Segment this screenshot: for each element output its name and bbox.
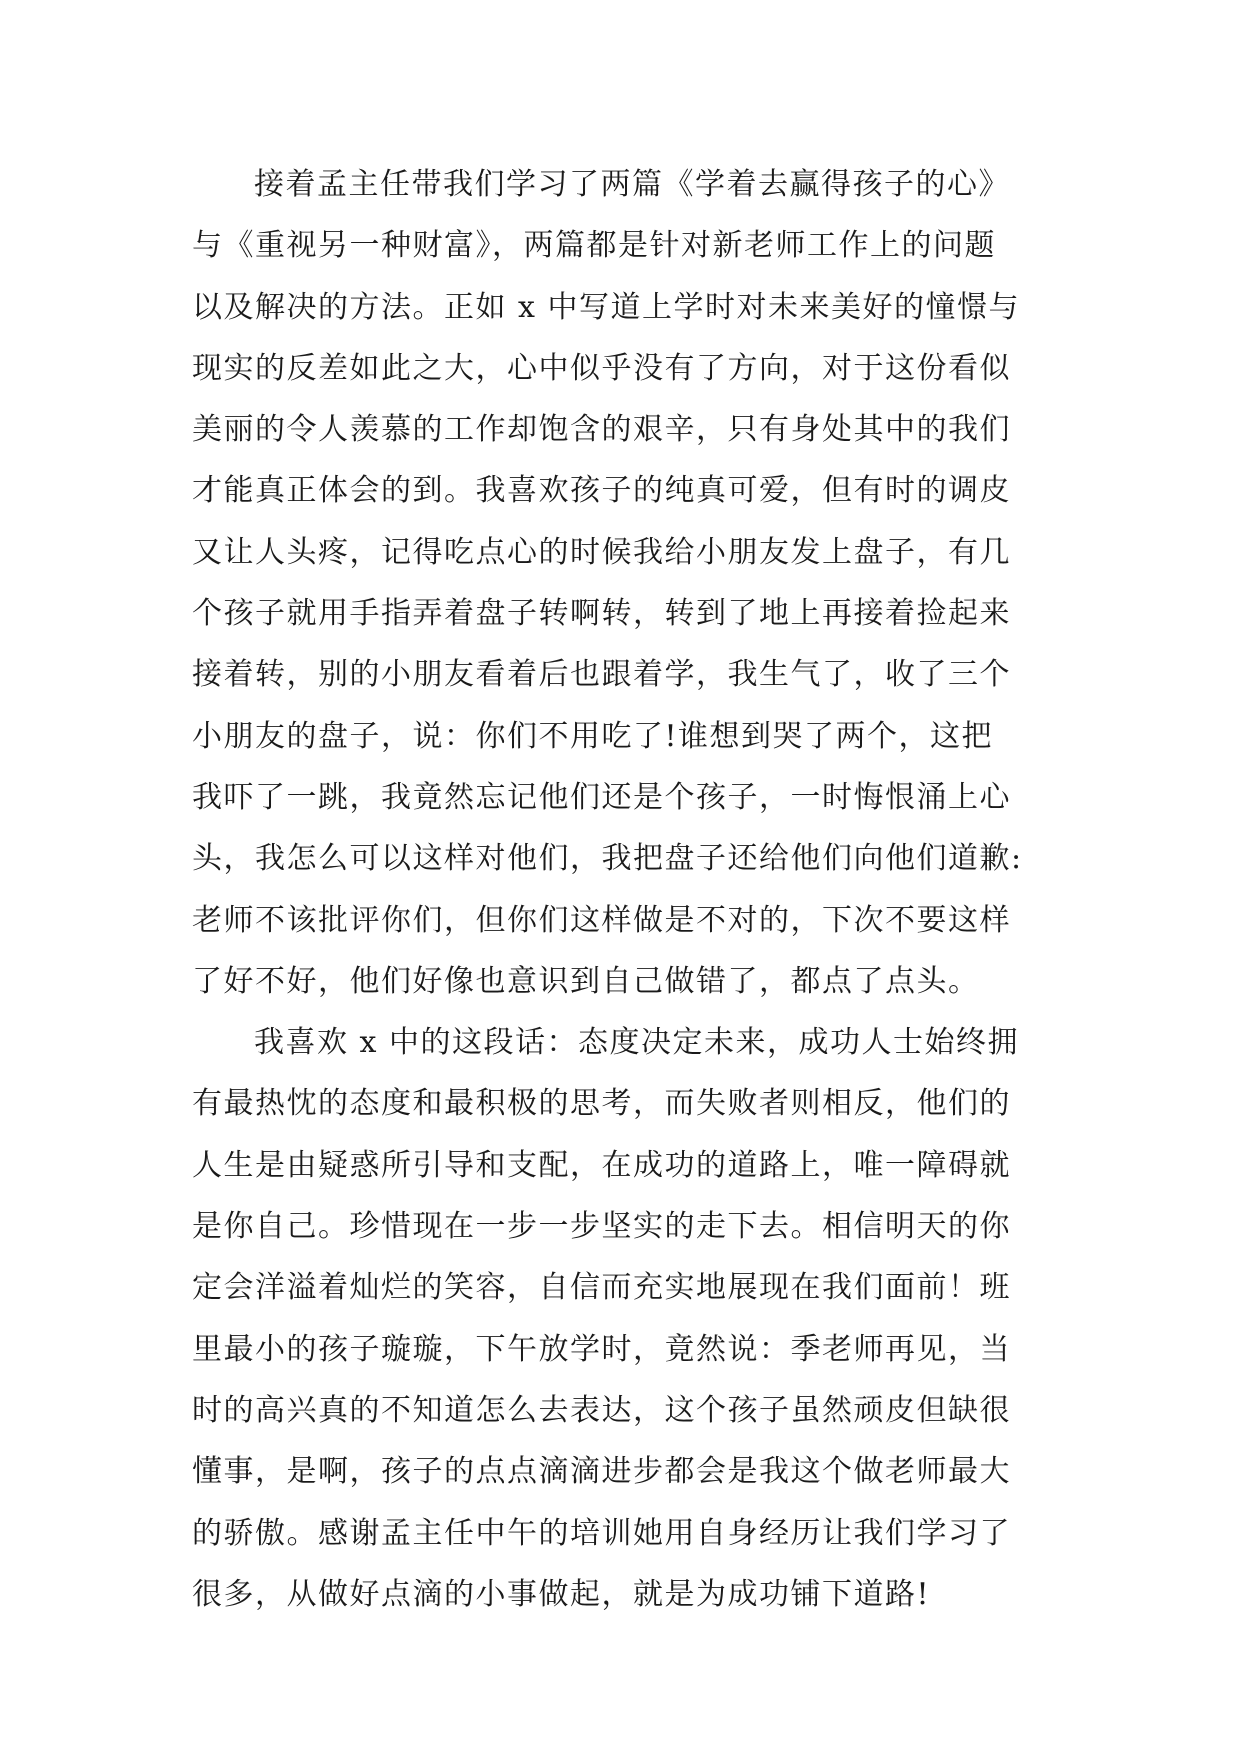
text-line: 是你自己。珍惜现在一步一步坚实的走下去。相信明天的你	[192, 1209, 1011, 1245]
text-line: 定会洋溢着灿烂的笑容，自信而充实地展现在我们面前！班	[192, 1270, 1011, 1306]
text-line: 又让人头疼，记得吃点心的时候我给小朋友发上盘子，有几	[192, 534, 1011, 570]
text-line: 有最热忱的态度和最积极的思考，而失败者则相反，他们的	[192, 1086, 1011, 1122]
text-line: 现实的反差如此之大，心中似乎没有了方向，对于这份看似	[192, 350, 1011, 386]
paragraph-1	[192, 154, 1052, 1012]
text-line: 人生是由疑惑所引导和支配，在成功的道路上，唯一障碍就	[192, 1147, 1011, 1183]
text-line: 接着孟主任带我们学习了两篇《学着去赢得孩子的心》	[254, 167, 1010, 202]
paragraph-2	[192, 1012, 1052, 1625]
text-line: 很多，从做好点滴的小事做起，就是为成功铺下道路!	[192, 1576, 931, 1612]
text-line: 的骄傲。感谢孟主任中午的培训她用自身经历让我们学习了	[192, 1515, 1011, 1551]
text-line: 与《重视另一种财富》，两篇都是针对新老师工作上的问题	[192, 228, 996, 264]
text-line: 里最小的孩子璇璇，下午放学时，竟然说：季老师再见，当	[192, 1331, 1011, 1367]
text-line: 懂事，是啊，孩子的点点滴滴进步都会是我这个做老师最大	[192, 1454, 1011, 1490]
text-line: 以及解决的方法。正如 x 中写道上学时对未来美好的憧憬与	[192, 289, 1020, 325]
text-line: 了好不好，他们好像也意识到自己做错了，都点了点头。	[192, 963, 980, 999]
text-line: 头，我怎么可以这样对他们，我把盘子还给他们向他们道歉:	[192, 841, 1023, 877]
text-line: 美丽的令人羡慕的工作却饱含的艰辛，只有身处其中的我们	[192, 412, 1011, 448]
text-line: 才能真正体会的到。我喜欢孩子的纯真可爱，但有时的调皮	[192, 473, 1011, 509]
text-line: 我吓了一跳，我竟然忘记他们还是个孩子，一时悔恨涌上心	[192, 779, 1011, 815]
document-body	[192, 154, 1052, 1625]
text-line: 老师不该批评你们，但你们这样做是不对的，下次不要这样	[192, 902, 1011, 938]
text-line: 个孩子就用手指弄着盘子转啊转，转到了地上再接着捡起来	[192, 596, 1011, 632]
text-line: 小朋友的盘子，说：你们不用吃了!谁想到哭了两个，这把	[192, 718, 994, 754]
text-line: 我喜欢 x 中的这段话：态度决定未来，成功人士始终拥	[254, 1025, 1019, 1061]
text-line: 接着转，别的小朋友看着后也跟着学，我生气了，收了三个	[192, 657, 1011, 693]
text-line: 时的高兴真的不知道怎么去表达，这个孩子虽然顽皮但缺很	[192, 1392, 1011, 1428]
